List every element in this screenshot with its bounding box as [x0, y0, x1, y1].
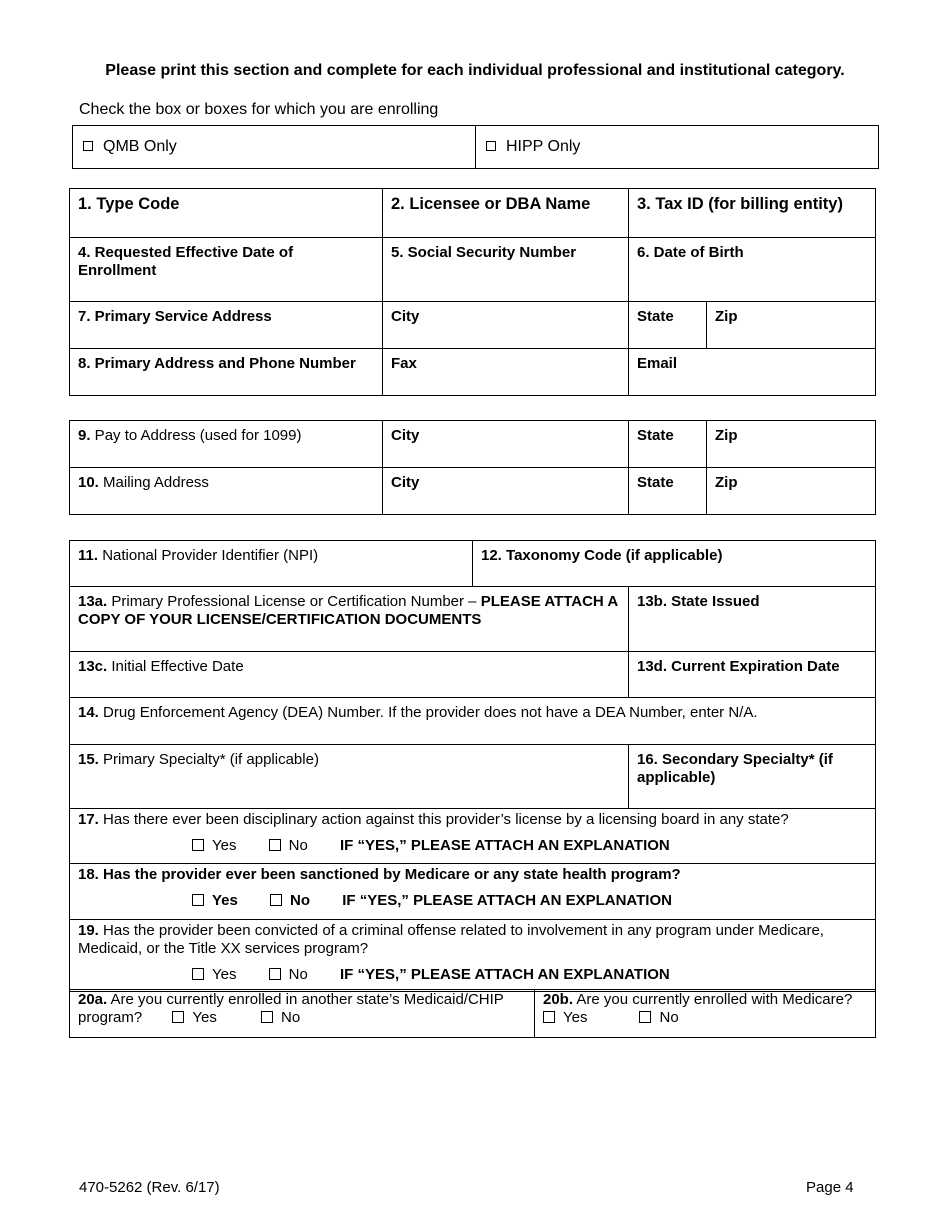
- taxonomy-field[interactable]: 12. Taxonomy Code (if applicable): [473, 541, 876, 587]
- q20b-no-checkbox[interactable]: [639, 1011, 651, 1023]
- question-18: [70, 864, 876, 920]
- q17-yes-checkbox[interactable]: [192, 839, 204, 851]
- question-20b: [535, 990, 876, 1038]
- license-attach-note: PLEASE ATTACH A COPY OF YOUR LICENSE/CERTIFICATION DOCUMENTS: [78, 593, 618, 628]
- pay-to-address-field[interactable]: [70, 421, 383, 468]
- primary-specialty-label: Primary Specialty* (if applicable): [98, 751, 319, 768]
- hipp-only-option[interactable]: [476, 126, 879, 169]
- email-field[interactable]: Email: [629, 349, 876, 396]
- dea-number-field[interactable]: [70, 698, 876, 745]
- npi-field[interactable]: [70, 541, 473, 587]
- mailing-state-field[interactable]: State: [629, 468, 707, 515]
- enroll-instruction: Check the box or boxes for which you are enrolling: [79, 101, 439, 118]
- pay-to-city-field[interactable]: City: [383, 421, 629, 468]
- initial-date-num: 13c.: [78, 658, 108, 675]
- primary-specialty-num: 15.: [78, 751, 99, 768]
- npi-number: 11.: [78, 547, 99, 564]
- licensee-name-field[interactable]: 2. Licensee or DBA Name: [383, 189, 629, 238]
- q20a-text: Are you currently enrolled in another state’s Medicaid/CHIP program?: [78, 991, 504, 1026]
- secondary-specialty-field[interactable]: 16. Secondary Specialty* (if applicable): [629, 745, 876, 809]
- q17-no-checkbox[interactable]: [269, 839, 281, 851]
- q17-text: Has there ever been disciplinary action against this provider’s license by a licensing board in any state?: [98, 811, 789, 828]
- q18-no-checkbox[interactable]: [270, 894, 282, 906]
- question-20a: [70, 990, 535, 1038]
- mailing-zip-field[interactable]: Zip: [707, 468, 876, 515]
- hipp-label: HIPP Only: [506, 138, 581, 155]
- q17-num: 17.: [78, 811, 99, 828]
- dob-field[interactable]: 6. Date of Birth: [629, 238, 876, 302]
- npi-label: National Provider Identifier (NPI): [98, 547, 319, 564]
- q18-text: 18. Has the provider ever been sanctioned by Medicare or any state health program?: [78, 866, 681, 883]
- pay-to-state-field[interactable]: State: [629, 421, 707, 468]
- mailing-number: 10.: [78, 474, 99, 491]
- license-number-num: 13a.: [78, 593, 108, 610]
- mailing-city-field[interactable]: City: [383, 468, 629, 515]
- effective-date-field[interactable]: 4. Requested Effective Date of Enrollment: [70, 238, 383, 302]
- q20b-yes-checkbox[interactable]: [543, 1011, 555, 1023]
- state-issued-field[interactable]: 13b. State Issued: [629, 587, 876, 652]
- hipp-checkbox[interactable]: [486, 141, 496, 151]
- enroll-options-table: [72, 125, 879, 169]
- q20a-no-checkbox[interactable]: [261, 1011, 273, 1023]
- mailing-address-field[interactable]: [70, 468, 383, 515]
- service-city-field[interactable]: City: [383, 302, 629, 349]
- pay-to-label: Pay to Address (used for 1099): [90, 427, 302, 444]
- service-zip-field[interactable]: Zip: [707, 302, 876, 349]
- q18-yes-label: Yes: [212, 892, 238, 909]
- address-table: [69, 420, 876, 515]
- form-number: 470-5262 (Rev. 6/17): [79, 1179, 220, 1196]
- license-table: [69, 540, 876, 992]
- q19-no-checkbox[interactable]: [269, 968, 281, 980]
- question-20-table: [69, 989, 876, 1038]
- pay-to-number: 9.: [78, 427, 91, 444]
- q19-num: 19.: [78, 922, 99, 939]
- q19-yes-label: Yes: [212, 966, 237, 983]
- q19-text: Has the provider been convicted of a criminal offense related to involvement in any program under Medicare, Medicaid, or the Title XX services program?: [78, 922, 824, 957]
- license-number-field[interactable]: [70, 587, 629, 652]
- mailing-label: Mailing Address: [98, 474, 209, 491]
- dea-label: Drug Enforcement Agency (DEA) Number. If the provider does not have a DEA Number, enter N/A.: [98, 704, 758, 721]
- q20b-no-label: No: [659, 1009, 679, 1026]
- q20b-text: Are you currently enrolled with Medicare?: [573, 991, 853, 1008]
- q18-no-label: No: [290, 892, 311, 909]
- q20a-no-label: No: [281, 1009, 301, 1026]
- tax-id-field[interactable]: 3. Tax ID (for billing entity): [629, 189, 876, 238]
- q20b-yes-label: Yes: [563, 1009, 588, 1026]
- qmb-label: QMB Only: [103, 138, 177, 155]
- fax-field[interactable]: Fax: [383, 349, 629, 396]
- q19-explain-note: IF “YES,” PLEASE ATTACH AN EXPLANATION: [340, 966, 670, 983]
- q17-no-label: No: [288, 837, 308, 854]
- type-code-field[interactable]: 1. Type Code: [70, 189, 383, 238]
- qmb-checkbox[interactable]: [83, 141, 93, 151]
- service-address-field[interactable]: 7. Primary Service Address: [70, 302, 383, 349]
- q17-yes-label: Yes: [212, 837, 237, 854]
- q19-yes-checkbox[interactable]: [192, 968, 204, 980]
- initial-date-label: Initial Effective Date: [107, 658, 244, 675]
- q19-no-label: No: [288, 966, 308, 983]
- q20a-yes-label: Yes: [192, 1009, 217, 1026]
- q18-yes-checkbox[interactable]: [192, 894, 204, 906]
- q20a-num: 20a.: [78, 991, 108, 1008]
- expiration-date-field[interactable]: 13d. Current Expiration Date: [629, 652, 876, 698]
- ssn-field[interactable]: 5. Social Security Number: [383, 238, 629, 302]
- pay-to-zip-field[interactable]: Zip: [707, 421, 876, 468]
- dea-num: 14.: [78, 704, 99, 721]
- page-title: Please print this section and complete for each individual professional and institutional category.: [105, 62, 845, 79]
- question-19: [70, 920, 876, 992]
- initial-effective-date-field[interactable]: [70, 652, 629, 698]
- primary-address-phone-field[interactable]: 8. Primary Address and Phone Number: [70, 349, 383, 396]
- service-state-field[interactable]: State: [629, 302, 707, 349]
- q20b-num: 20b.: [543, 991, 574, 1008]
- q18-explain-note: IF “YES,” PLEASE ATTACH AN EXPLANATION: [342, 892, 672, 909]
- page-number: Page 4: [806, 1179, 854, 1196]
- primary-specialty-field[interactable]: [70, 745, 629, 809]
- qmb-only-option[interactable]: [73, 126, 476, 169]
- provider-info-table: [69, 188, 876, 396]
- license-number-label: Primary Professional License or Certification Number –: [107, 593, 481, 610]
- q20a-yes-checkbox[interactable]: [172, 1011, 184, 1023]
- question-17: [70, 809, 876, 864]
- q17-explain-note: IF “YES,” PLEASE ATTACH AN EXPLANATION: [340, 837, 670, 854]
